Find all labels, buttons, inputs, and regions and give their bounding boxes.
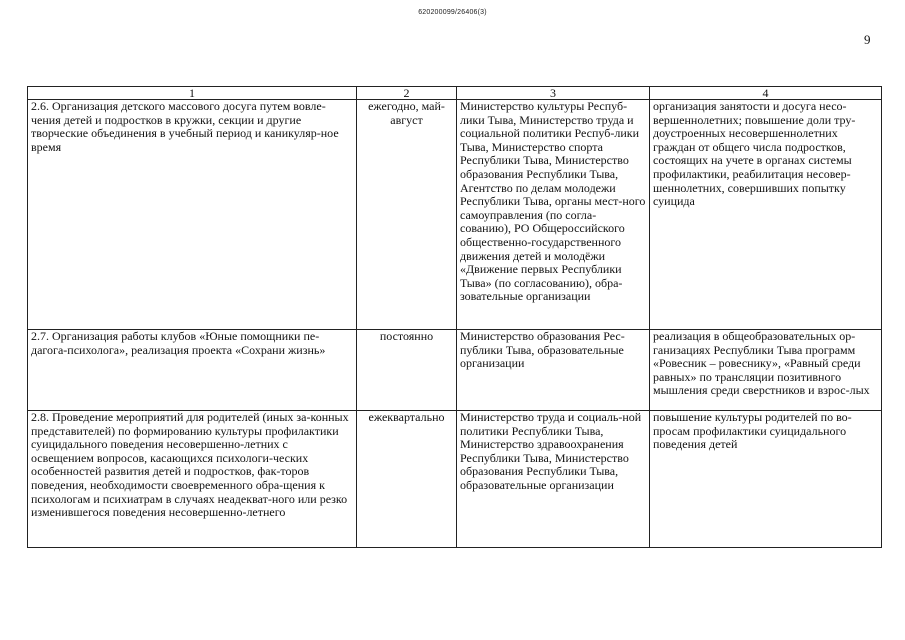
period-cell: постоянно — [357, 330, 457, 411]
table-row — [28, 100, 882, 330]
period-cell: ежегодно, май-август — [357, 100, 457, 330]
measure-cell: 2.6. Организация детского массового досуга путем вовле-чения детей и подростков в кружки, секции и другие творческие объединения в учебный период и каникуляр-ное время — [28, 100, 357, 330]
measure-cell: 2.7. Организация работы клубов «Юные помощники пе-дагога-психолога», реализация проекта «Сохрани жизнь» — [28, 330, 357, 411]
result-cell: организация занятости и досуга несо-вершеннолетних; повышение доли тру-доустроенных несовершеннолетних граждан от общего числа подростков, состоящих на учете в органах системы профилактики, реабилитация несовер-шеннолетних, совершивших попытку суицида — [650, 100, 882, 330]
document-code: 620200099/26406(3) — [418, 9, 487, 16]
result-cell: повышение культуры родителей по во-просам профилактики суицидального поведения детей — [650, 411, 882, 548]
column-header-3: 3 — [457, 87, 650, 100]
executors-cell: Министерство образования Рес-публики Тыва, образовательные организации — [457, 330, 650, 411]
table-row — [28, 411, 882, 548]
table-header-row — [28, 87, 882, 100]
column-header-1: 1 — [28, 87, 357, 100]
period-cell: ежеквартально — [357, 411, 457, 548]
column-header-2: 2 — [357, 87, 457, 100]
table-row — [28, 330, 882, 411]
measures-table — [27, 86, 882, 548]
measure-cell: 2.8. Проведение мероприятий для родителей (иных за-конных представителей) по формированию культуры профилактики суицидального поведения несовершенно-летних с освещением вопросов, касающихся психологи-ческих особенностей развития детей и подростков, фак-торов поведения, необходимости своевременного обра-щения к психологам и психиатрам в случаях неадекват-ного или резко изменившегося поведения несовершенно-летнего — [28, 411, 357, 548]
executors-cell: Министерство культуры Респуб-лики Тыва, Министерство труда и социальной политики Респуб-лики Тыва, Министерство спорта Республики Тыва, Министерство образования Республики Тыва, Агентство по делам молодежи Республики Тыва, органы мест-ного самоуправления (по согла-сованию), РО Общероссийского общественно-государственного движения детей и молодёжи «Движение первых Республики Тыва» (по согласованию), обра-зовательные организации — [457, 100, 650, 330]
executors-cell: Министерство труда и социаль-ной политики Республики Тыва, Министерство здравоохранения Республики Тыва, Министерство образования Республики Тыва, образовательные организации — [457, 411, 650, 548]
result-cell: реализация в общеобразовательных ор-ганизациях Республики Тыва программ «Ровесник – ровеснику», «Равный среди равных» по трансляции позитивного мышления среди сверстников и взрос-лых — [650, 330, 882, 411]
page-number: 9 — [864, 32, 871, 47]
column-header-4: 4 — [650, 87, 882, 100]
